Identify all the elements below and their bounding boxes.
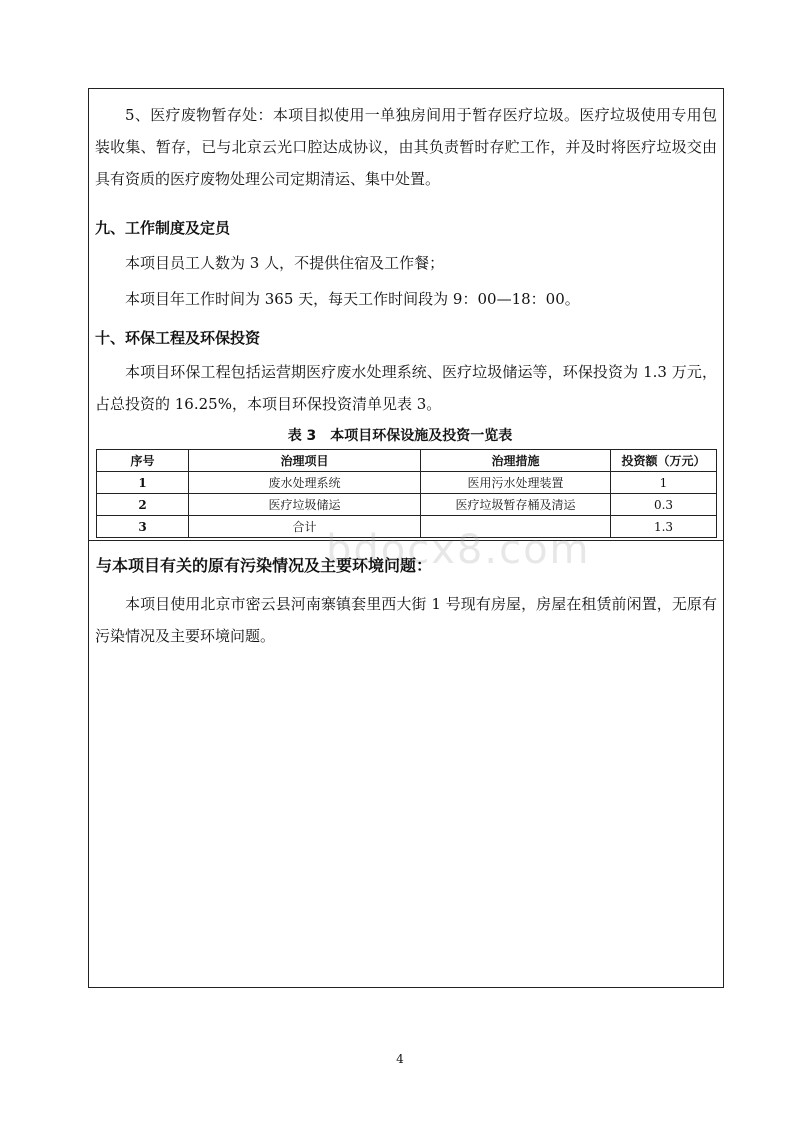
cell-amount: 1 [611, 472, 717, 494]
cell-item: 合计 [189, 516, 421, 538]
cell-amount: 1.3 [611, 516, 717, 538]
table-header-row [97, 450, 717, 472]
existing-pollution-title: 与本项目有关的原有污染情况及主要环境问题： [96, 556, 433, 575]
section9-heading: 九、工作制度及定员 [95, 219, 231, 237]
table-caption: 表 3 本项目环保设施及投资一览表 [287, 428, 513, 444]
cell-measure: 医疗垃圾暂存桶及清运 [421, 494, 611, 516]
table-row [97, 494, 717, 516]
page-number: 4 [396, 1052, 404, 1066]
cell-item: 废水处理系统 [189, 472, 421, 494]
working-hours-text: 本项目年工作时间为 365 天，每天工作时间段为 9：00—18：00。 [125, 290, 580, 308]
cell-item: 医疗垃圾储运 [189, 494, 421, 516]
cell-no: 1 [97, 472, 189, 494]
medical-waste-paragraph: 5、医疗废物暂存处：本项目拟使用一单独房间用于暂存医疗垃圾。医疗垃圾使用专用包装收集、暂存，已与北京云光口腔达成协议，由其负责暂时存贮工作，并及时将医疗垃圾交由具有资质的医疗废物处理公司定期清运、集中处置。 [95, 106, 717, 188]
existing-pollution-paragraph: 本项目使用北京市密云县河南寨镇套里西大街 1 号现有房屋，房屋在租赁前闲置，无原有污染情况及主要环境问题。 [95, 595, 717, 645]
header-item: 治理项目 [189, 450, 421, 472]
header-no: 序号 [97, 450, 189, 472]
watermark-text: bdocx8.com [326, 527, 591, 573]
cell-amount: 0.3 [611, 494, 717, 516]
investment-table [96, 449, 717, 538]
cell-measure: 医用污水处理装置 [421, 472, 611, 494]
section10-heading: 十、环保工程及环保投资 [95, 329, 261, 347]
env-investment-paragraph: 本项目环保工程包括运营期医疗废水处理系统、医疗垃圾储运等，环保投资为 1.3 万元，占总投资的 16.25%，本项目环保投资清单见表 3。 [95, 363, 717, 413]
header-measure: 治理措施 [421, 450, 611, 472]
cell-no: 2 [97, 494, 189, 516]
header-amount: 投资额（万元） [611, 450, 717, 472]
staff-count-text: 本项目员工人数为 3 人，不提供住宿及工作餐； [125, 254, 445, 272]
table-row [97, 472, 717, 494]
cell-no: 3 [97, 516, 189, 538]
